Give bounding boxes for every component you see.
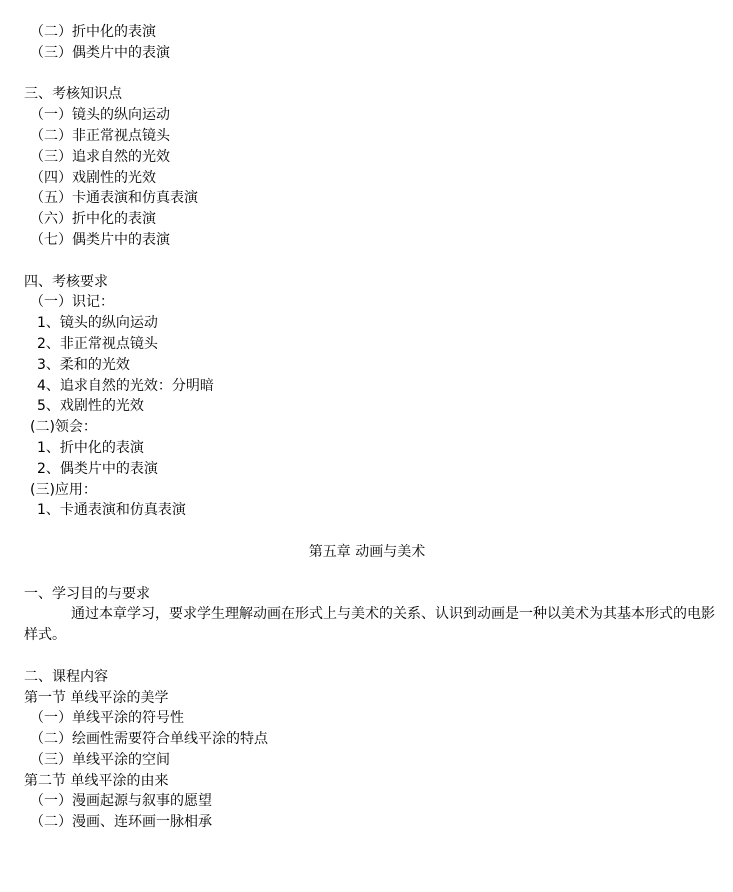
spacer: [24, 646, 724, 667]
subsection-title: 第二节 单线平涂的由来: [24, 772, 169, 789]
list-item: （一）单线平涂的符号性: [30, 710, 184, 727]
list-item: （七）偶类片中的表演: [30, 231, 170, 248]
list-item: （三）单线平涂的空间: [30, 751, 170, 768]
list-item: 1、镜头的纵向运动: [37, 315, 158, 332]
list-item: （二）绘画性需要符合单线平涂的特点: [30, 731, 268, 748]
spacer: [24, 521, 724, 542]
spacer: [24, 64, 724, 85]
list-item: （六）折中化的表演: [30, 211, 156, 228]
list-item: 5、戏剧性的光效: [37, 398, 144, 415]
list-item: 3、柔和的光效: [37, 356, 130, 373]
document-body: [24, 22, 724, 833]
section-heading: 二、课程内容: [24, 668, 108, 685]
group-label: (三)应用：: [30, 481, 97, 498]
list-item: （三）追求自然的光效: [30, 148, 170, 165]
list-item: （二）折中化的表演: [30, 24, 156, 40]
list-item: 4、追求自然的光效：分明暗: [37, 377, 214, 394]
list-item: 1、折中化的表演: [37, 439, 144, 456]
body-paragraph: 通过本章学习，要求学生理解动画在形式上与美术的关系、认识到动画是一种以美术为其基本形式的电影样式。: [24, 606, 715, 644]
list-item: 2、偶类片中的表演: [37, 460, 158, 477]
list-item: （一）镜头的纵向运动: [30, 107, 170, 124]
list-item: （二）漫画、连环画一脉相承: [30, 814, 212, 831]
list-item: （二）非正常视点镜头: [30, 127, 170, 144]
list-item: 1、卡通表演和仿真表演: [37, 502, 186, 519]
section-heading: 三、考核知识点: [24, 86, 122, 103]
chapter-title: 第五章 动画与美术: [308, 543, 426, 560]
section-heading: 一、学习目的与要求: [24, 585, 150, 602]
group-label: (二)领会：: [30, 419, 97, 436]
section-heading: 四、考核要求: [24, 273, 108, 290]
subsection-title: 第一节 单线平涂的美学: [24, 689, 169, 706]
list-item: （一）漫画起源与叙事的愿望: [30, 793, 212, 810]
list-item: 2、非正常视点镜头: [37, 335, 158, 352]
spacer: [24, 563, 724, 584]
list-item: （五）卡通表演和仿真表演: [30, 190, 198, 207]
spacer: [24, 251, 724, 272]
group-label: （一）识记：: [30, 294, 114, 311]
list-item: （三）偶类片中的表演: [30, 44, 170, 61]
list-item: （四）戏剧性的光效: [30, 169, 156, 186]
